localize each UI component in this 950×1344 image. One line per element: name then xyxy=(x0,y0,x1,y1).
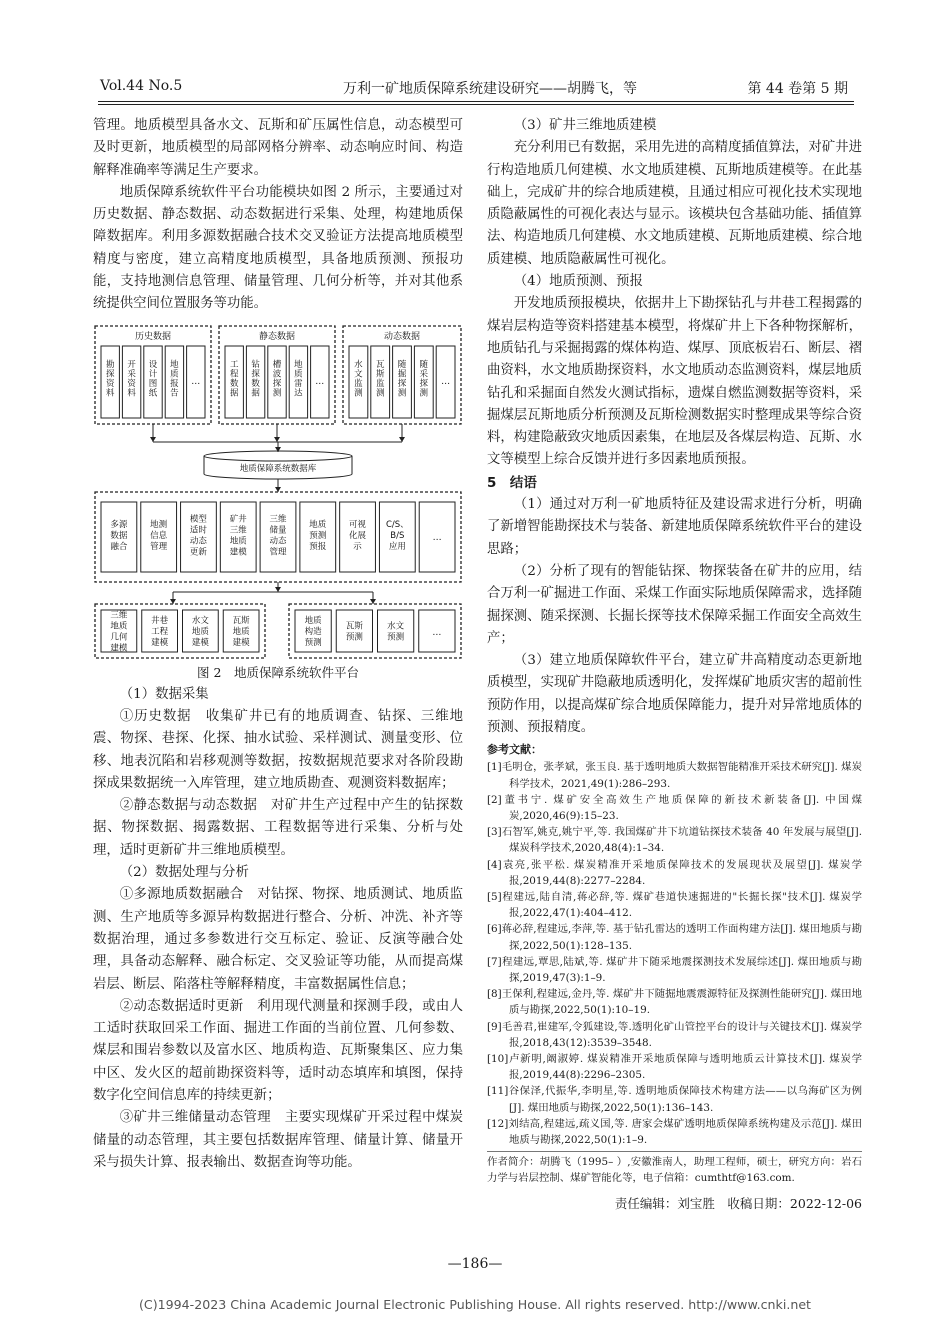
paragraph: （3）建立地质保障软件平台，建立矿井高精度动态更新地质模型，实现矿井隐蔽地质透明化，发挥煤矿地质灾害的超前性预防作用，以提高煤矿综合地质保障能力，提升对异常地质体的预测、预报精度。 xyxy=(487,653,862,736)
function-label-line: 数据 xyxy=(110,530,128,541)
paragraph: 地质保障系统软件平台功能模块如图 2 所示，主要通过对历史数据、静态数据、动态数据进行采集、处理，构建地质保障数据库。利用多源数据融合技术交叉验证方法提高地质模型精度与密度，建立高精度地质模型，具备地质预测、预报功能，支持地测信息管理、储量管理、几何分析等，并对其他系统提供空间位置服务等功能。 xyxy=(93,184,463,312)
arrow-head xyxy=(150,437,156,442)
function-label-line: 示 xyxy=(353,541,362,552)
right-column xyxy=(487,115,862,1215)
source-item-label: 设计图纸 xyxy=(148,359,158,399)
source-item-label: 地质报告 xyxy=(170,359,179,399)
arrow-head xyxy=(275,487,281,492)
bottom-item-label-line: 几何 xyxy=(110,632,128,643)
function-label-line: 应用 xyxy=(388,541,406,552)
function-label-line: 管理 xyxy=(150,541,168,552)
bottom-item-label-line: 三维 xyxy=(110,610,128,621)
source-item-label: 瓦斯监测 xyxy=(375,359,385,399)
figure-2 xyxy=(93,322,463,662)
bottom-item-label-line: 水文 xyxy=(387,621,405,632)
function-label-line: 储量 xyxy=(269,525,287,536)
left-column xyxy=(93,115,463,1174)
reference-item: [10]卢新明,阚淑婷. 煤炭精准开采地质保障与透明地质云计算技术[J]. 煤炭学报,2019,44(8):2296–2305. xyxy=(487,1052,862,1082)
function-label-line: 地质 xyxy=(309,519,327,530)
bottom-item-label-line: 地质 xyxy=(232,626,250,637)
database-top xyxy=(204,451,352,461)
paragraph: （2）分析了现有的智能钻探、物探装备在矿井的应用，结合万利一矿掘进工作面、采煤工作面实际地质保障需求，选择随掘探测、随采探测、长掘长探等技术保障采掘工作面安全高效生产； xyxy=(487,563,862,646)
bottom-item-label-line: 地质 xyxy=(191,626,209,637)
running-header-issue: 第 44 卷第 5 期 xyxy=(747,81,848,97)
bottom-item-label-line: 建模 xyxy=(191,637,209,648)
paragraph: 管理。地质模型具备水文、瓦斯和矿压属性信息，动态模型可及时更新，地质模型的局部网格分辨率、动态响应时间、构造解释准确率等满足生产要求。 xyxy=(93,118,463,178)
paragraph: ①多源地质数据融合 对钻探、物探、地质测试、地质监测、生产地质等多源异构数据进行整合、分析、冲洗、补齐等数据治理，通过多参数进行交互标定、验证、反演等融合处理，具备动态解释、融合标定、交叉验证等功能，从而提高煤岩层、断层、陷落柱等解释精度，丰富数据属性信息； xyxy=(93,887,463,992)
reference-item: [5]程建远,陆自清,蒋必辞,等. 煤矿巷道快速掘进的"长掘长探"技术[J]. 煤炭学报,2022,47(1):404–412. xyxy=(487,890,862,920)
subheading: （4）地质预测、预报 xyxy=(513,274,643,290)
reference-item: [8]王保利,程建远,金丹,等. 煤矿井下随掘地震震源特征及探测性能研究[J]. 煤田地质与勘探,2022,50(1):10–19. xyxy=(487,988,862,1017)
arrow-head xyxy=(170,599,176,604)
bottom-item-label-line: 预测 xyxy=(345,632,363,643)
arrow-head xyxy=(275,587,281,592)
bottom-item-label-line: 水文 xyxy=(191,615,209,626)
paragraph: ③矿井三维储量动态管理 主要实现煤矿开采过程中煤炭储量的动态管理，其主要包括数据库管理、储量计算、储量开采与损失计算、报表输出、数据查询等功能。 xyxy=(93,1110,463,1170)
function-label-line: 信息 xyxy=(150,530,168,541)
subheading: （3）矿井三维地质建模 xyxy=(513,118,657,133)
function-label-line: 融合 xyxy=(110,541,128,552)
header-rule-bottom xyxy=(98,104,854,105)
function-label-line: 预报 xyxy=(309,541,327,552)
running-header-title: 万利一矿地质保障系统建设研究——胡腾飞，等 xyxy=(343,81,637,97)
reference-item: [12]刘结高,程建远,疏义国,等. 唐家会煤矿透明地质保障系统构建及示范[J]. 煤田地质与勘探,2022,50(1):1–9. xyxy=(487,1117,862,1146)
figure-caption: 图 2 地质保障系统软件平台 xyxy=(197,664,359,680)
bottom-item-label-line: 建模 xyxy=(151,637,169,648)
running-header-volume: Vol.44 No.5 xyxy=(100,78,183,94)
function-label-line: 三维 xyxy=(229,525,247,536)
function-label-line: C/S、 xyxy=(385,519,409,530)
function-label-line: 预测 xyxy=(309,530,327,541)
author-bio: 作者简介：胡腾飞（1995– ）,安徽淮南人，助理工程师，硕士，研究方向：岩石力学与岩层控制、煤矿智能化等，电子信箱：cumthtf@163.com. xyxy=(487,1151,862,1186)
arrow-head xyxy=(370,599,376,604)
source-group-title: 动态数据 xyxy=(383,331,421,342)
function-label-line: 模型 xyxy=(189,514,207,525)
function-label-line: 化展 xyxy=(349,530,367,541)
bottom-item-label-line: 地质 xyxy=(110,621,128,632)
bottom-item-ellipsis: … xyxy=(432,627,442,638)
source-group-title: 静态数据 xyxy=(258,331,296,342)
source-item-label: 地质雷达 xyxy=(294,359,303,399)
source-item-label: 槽波探测 xyxy=(272,359,282,399)
source-item-label: 水文监测 xyxy=(354,359,363,399)
header-rule-top xyxy=(98,101,854,102)
software-platform-diagram xyxy=(93,322,463,662)
reference-item: [7]程建远,覃思,陆斌,等. 煤矿井下随采地震探测技术发展综述[J]. 煤田地质与勘探,2019,47(3):1–9. xyxy=(487,955,862,984)
bottom-item-label-line: 构造 xyxy=(304,626,322,637)
section-heading-conclusion: 5 结语 xyxy=(487,474,537,491)
reference-item: [6]蒋必辞,程建远,李萍,等. 基于钻孔雷达的透明工作面构建方法[J]. 煤田地质与勘探,2022,50(1):128–135. xyxy=(487,923,862,952)
subheading: （2）数据处理与分析 xyxy=(119,865,249,881)
reference-item: [4]袁亮,张平松. 煤炭精准开采地质保障技术的发展现状及展望[J]. 煤炭学报,2019,44(8):2277–2284. xyxy=(487,858,862,887)
function-label-line: 多源 xyxy=(110,519,128,530)
paragraph: （1）通过对万利一矿地质特征及建设需求进行分析，明确了新增智能勘探技术与装备、新建地质保障系统软件平台的建设思路； xyxy=(487,497,862,557)
function-label-line: 动态 xyxy=(269,536,287,547)
reference-item: [11]谷保泽,代振华,李明星,等. 透明地质保障技术构建方法——以乌海矿区为例[J]. 煤田地质与勘探,2022,50(1):136–143. xyxy=(487,1085,862,1114)
bottom-item-label-line: 建模 xyxy=(232,637,250,648)
source-item-label: 工程数据 xyxy=(229,359,239,399)
page-number: —186— xyxy=(447,1256,503,1272)
arrow-head xyxy=(274,437,280,442)
function-label-line: 动态 xyxy=(189,536,207,547)
source-item-label: 随掘探测 xyxy=(397,359,407,399)
paragraph: ②动态数据适时更新 利用现代测量和探测手段，或由人工适时获取回采工作面、掘进工作面的当前位置、几何参数、煤层和围岩参数以及富水区、地质构造、瓦斯聚集区、应力集中区、发火区的超前勘探资料等，适时动态填库和填图，保持数字化空间信息库的持续更新； xyxy=(93,998,463,1104)
function-label-line: 可视 xyxy=(349,519,367,530)
reference-item: [9]毛善君,崔建军,令狐建设,等.透明化矿山管控平台的设计与关键技术[J]. 煤炭学报,2018,43(12):3539–3548. xyxy=(487,1020,862,1049)
function-label-line: 地质 xyxy=(229,536,247,547)
source-group-title: 历史数据 xyxy=(134,331,172,342)
function-label-line: 建模 xyxy=(229,547,247,558)
source-item-label: 开采资料 xyxy=(127,359,136,399)
paragraph: 充分利用已有数据，采用先进的高精度插值算法，对矿井进行构造地质几何建模、水文地质建模、瓦斯地质建模等。在此基础上，完成矿井的综合地质建模，且通过相应可视化技术实现地质隐蔽属性的可视化表达与显示。该模块包含基础功能、插值算法、构造地质几何建模、水文地质建模、瓦斯地质建模、综合地质建模、地质隐蔽属性可视化。 xyxy=(487,140,862,267)
function-ellipsis: … xyxy=(432,532,442,543)
function-label-line: 地测 xyxy=(150,519,168,530)
reference-item: [1]毛明仓，张孝斌，张玉良. 基于透明地质大数据智能精准开采技术研究[J]. 煤炭科学技术，2021,49(1):286–293. xyxy=(487,761,862,790)
paragraph: ①历史数据 收集矿井已有的地质调查、钻探、三维地震、物探、巷探、化探、抽水试验、采样测试、测量变形、位移、地表沉陷和岩移观测等数据，按数据规范要求对各阶段勘探成果数据统一入库管理，建立地质勘查、观测资料数据库； xyxy=(93,708,463,791)
editor-line: 责任编辑：刘宝胜 收稿日期：2022-12-06 xyxy=(614,1195,862,1211)
bottom-item-label-line: 地质 xyxy=(304,615,322,626)
paragraph: 开发地质预报模块，依据井上下勘探钻孔与井巷工程揭露的煤岩层构造等资料搭建基本模型，将煤矿井上下各种物探解析，地质钻孔与采掘揭露的煤体构造、煤厚、顶底板岩石、断层、褶曲资料，水文地质勘探资料，水文地质动态监测资料，煤层地质钻孔和采掘面自然发火测试指标，遗煤自燃监测数据等资料，采掘煤层瓦斯地质分析预测及瓦斯检测数据实时整理成果等综合资料，构建隐蔽致灾地质因素集，在地层及各煤层构造、瓦斯、水文等模型上综合反馈并进行多因素地质预报。 xyxy=(487,296,862,468)
function-label-line: 矿井 xyxy=(229,514,247,525)
source-item-label: 钻探数据 xyxy=(251,359,260,399)
source-item-ellipsis: … xyxy=(441,376,451,387)
bottom-item-label-line: 瓦斯 xyxy=(232,615,250,626)
source-item-label: 勘探资料 xyxy=(105,359,115,399)
function-label-line: 更新 xyxy=(189,547,207,558)
function-label-line: 管理 xyxy=(269,547,287,558)
reference-item: [2]董书宁. 煤矿安全高效生产地质保障的新技术新装备[J]. 中国煤炭,2020,46(9):15–23. xyxy=(487,793,862,822)
bottom-item-label-line: 瓦斯 xyxy=(345,621,363,632)
source-item-label: 随采探测 xyxy=(419,359,429,399)
bottom-item-label-line: 预测 xyxy=(387,632,405,643)
bottom-item-label-line: 建模 xyxy=(110,643,128,654)
subheading: （1）数据采集 xyxy=(119,686,209,702)
function-label-line: 三维 xyxy=(269,514,287,525)
source-item-ellipsis: … xyxy=(315,376,325,387)
bottom-item-label-line: 井巷 xyxy=(151,615,169,626)
source-item-ellipsis: … xyxy=(191,376,201,387)
reference-item: [3]石智军,姚克,姚宁平,等. 我国煤矿井下坑道钻探技术装备 40 年发展与展望[J]. 煤炭科学技术,2020,48(4):1–34. xyxy=(487,826,862,855)
bottom-item-label-line: 预测 xyxy=(304,637,322,648)
paragraph: ②静态数据与动态数据 对矿井生产过程中产生的钻探数据、物探数据、揭露数据、工程数据等进行采集、分析与处理，适时更新矿井三维地质模型。 xyxy=(93,798,463,858)
bottom-item-label-line: 工程 xyxy=(151,626,169,637)
database-label: 地质保障系统数据库 xyxy=(239,463,317,474)
references-heading: 参考文献： xyxy=(487,743,542,757)
function-label-line: 适时 xyxy=(189,525,207,536)
copyright-footer: (C)1994-2023 China Academic Journal Electronic Publishing House. All rights reserved. http://www.cnki.net xyxy=(139,1297,811,1312)
reference-list xyxy=(487,759,862,1148)
arrow-head xyxy=(399,437,405,442)
function-label-line: B/S xyxy=(390,530,405,541)
